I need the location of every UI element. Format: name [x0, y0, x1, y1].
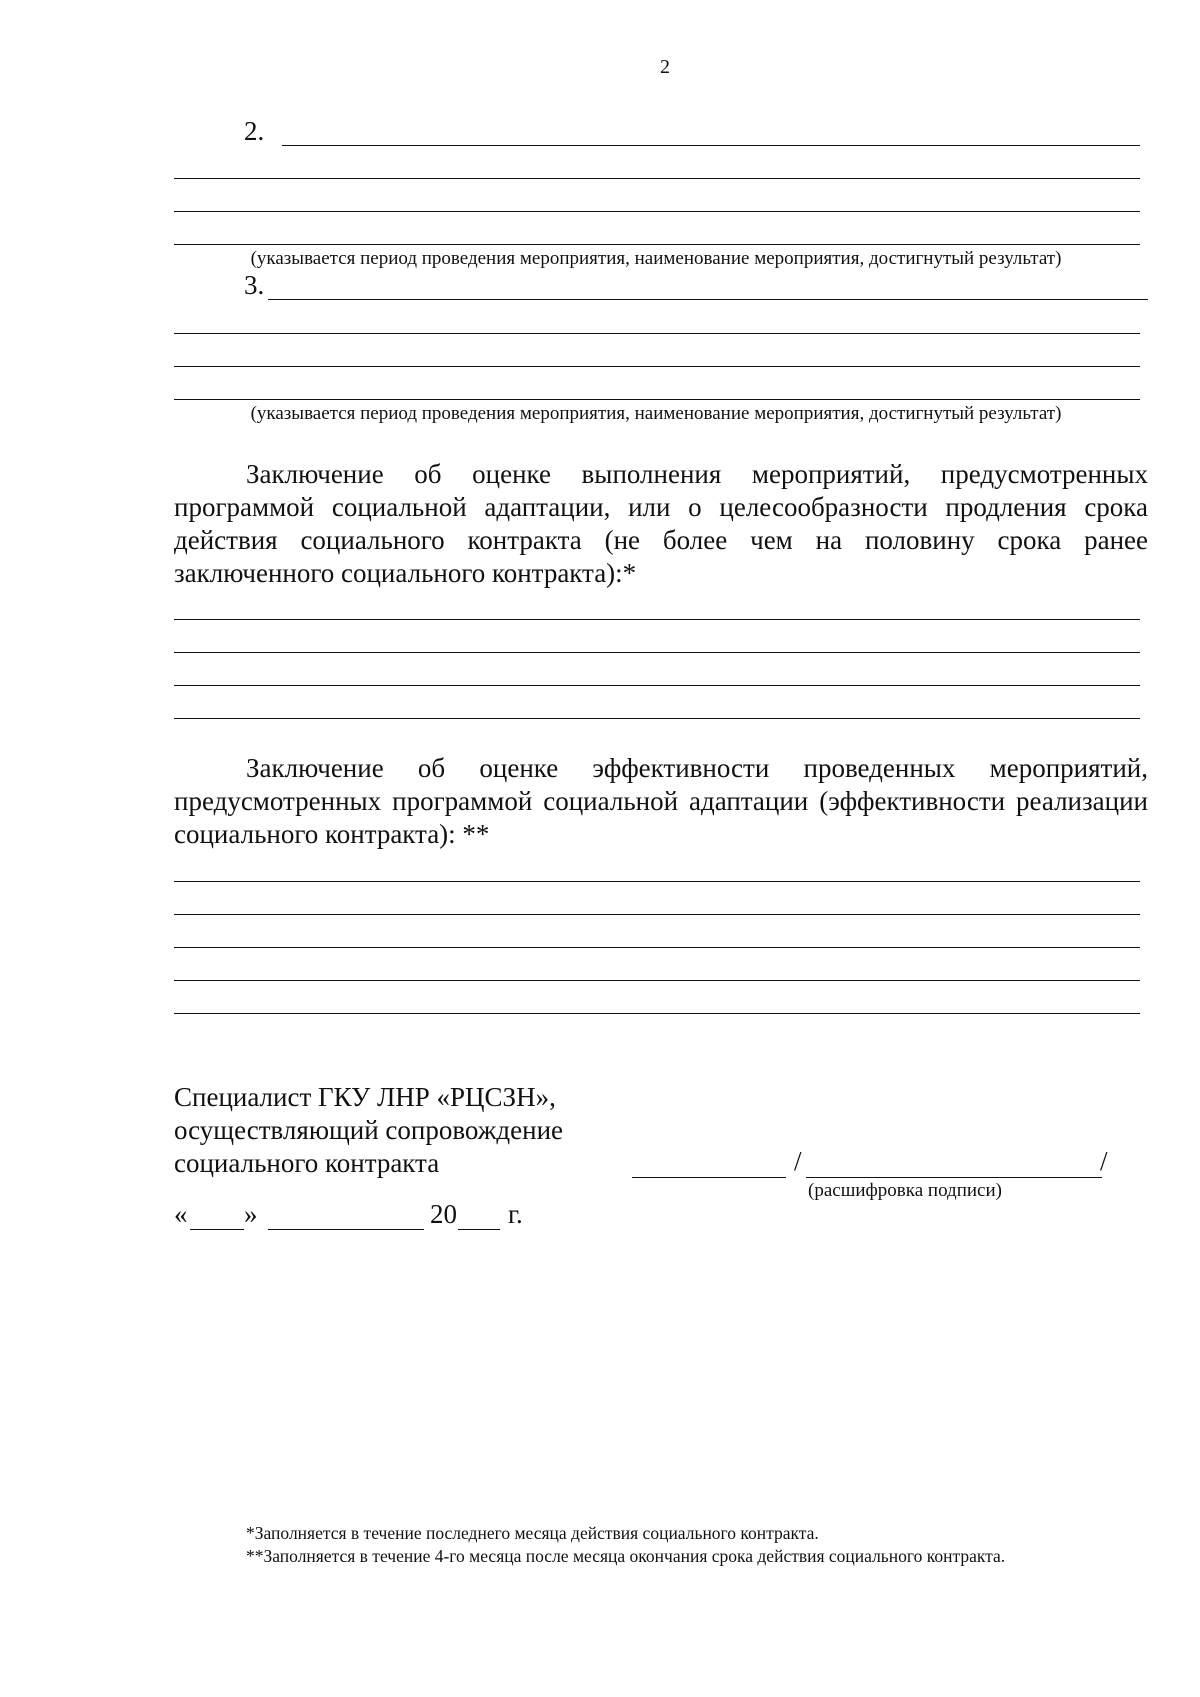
page-number: 2	[660, 56, 670, 78]
date-year-field[interactable]	[458, 1229, 500, 1230]
signature-decode-line[interactable]	[806, 1177, 1102, 1178]
signature-line[interactable]	[632, 1177, 786, 1178]
item-number-2: 2.	[244, 116, 265, 146]
conclusion-2-line-1[interactable]	[174, 881, 1140, 882]
signature-slash-right: /	[1100, 1146, 1108, 1176]
item-3-line-3[interactable]	[174, 366, 1140, 367]
specialist-title-line-1: Специалист ГКУ ЛНР «РЦСЗН»,	[174, 1082, 556, 1112]
item-number-3: 3.	[244, 270, 265, 300]
date-month-field[interactable]	[268, 1229, 424, 1230]
item-2-line-2[interactable]	[174, 178, 1140, 179]
item-2-line-1[interactable]	[282, 145, 1140, 146]
item-2-line-4[interactable]	[174, 244, 1140, 245]
footnote-2: **Заполняется в течение 4-го месяца после месяца окончания срока действия социального контракта.	[246, 1546, 1006, 1566]
conclusion-1-line-1[interactable]	[174, 619, 1140, 620]
date-year-suffix: г.	[508, 1199, 523, 1229]
date-open-quote: «	[174, 1199, 188, 1229]
conclusion-2-line-3[interactable]	[174, 947, 1140, 948]
signature-slash-left: /	[794, 1146, 802, 1176]
conclusion-1-line-2[interactable]	[174, 652, 1140, 653]
conclusion-2-line-4[interactable]	[174, 980, 1140, 981]
item-3-line-1[interactable]	[268, 299, 1148, 300]
item-3-caption: (указывается период проведения мероприятия, наименование мероприятия, достигнутый результат)	[250, 403, 1062, 424]
item-2-line-3[interactable]	[174, 211, 1140, 212]
specialist-title-line-3: социального контракта	[174, 1148, 440, 1178]
date-close-quote: »	[244, 1199, 258, 1229]
date-day-field[interactable]	[190, 1229, 244, 1230]
item-3-line-4[interactable]	[174, 399, 1140, 400]
conclusion-implementation-text: Заключение об оценке выполнения мероприятий, предусмотренных программой социальной адаптации, или о целесообразности продления срока действия социального контракта (не более чем на половину срока ранее заключенного социального контракта):*	[174, 459, 1148, 588]
specialist-title-line-2: осуществляющий сопровождение	[174, 1115, 564, 1145]
item-2-caption: (указывается период проведения мероприятия, наименование мероприятия, достигнутый результат)	[250, 248, 1062, 269]
signature-decode-caption: (расшифровка подписи)	[808, 1180, 1002, 1201]
date-year-prefix: 20	[430, 1199, 457, 1229]
conclusion-1-line-4[interactable]	[174, 718, 1140, 719]
item-3-line-2[interactable]	[174, 333, 1140, 334]
conclusion-2-line-5[interactable]	[174, 1013, 1140, 1014]
conclusion-1-line-3[interactable]	[174, 685, 1140, 686]
footnote-1: *Заполняется в течение последнего месяца действия социального контракта.	[246, 1523, 819, 1543]
conclusion-2-line-2[interactable]	[174, 914, 1140, 915]
conclusion-effectiveness-text: Заключение об оценке эффективности проведенных мероприятий, предусмотренных программой социальной адаптации (эффективности реализации социального контракта): **	[174, 753, 1148, 849]
